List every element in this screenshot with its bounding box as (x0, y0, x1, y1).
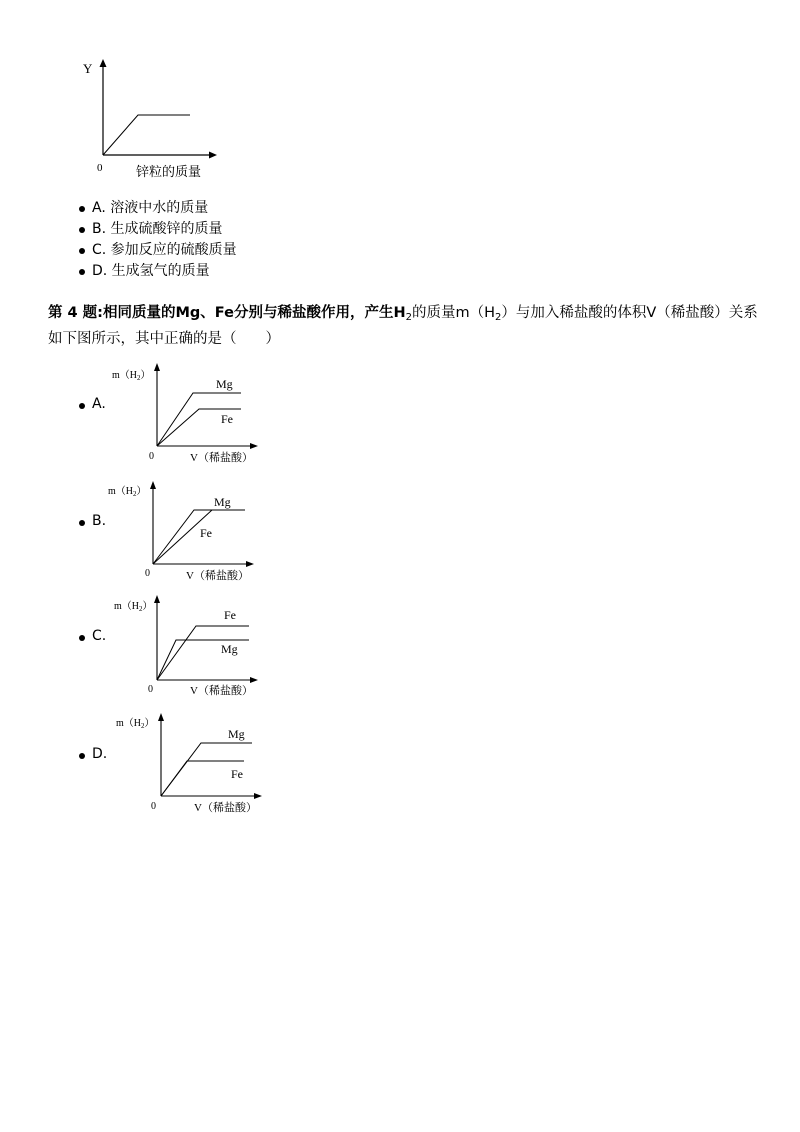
x-label: V（稀盐酸） (190, 685, 253, 697)
option-d[interactable]: D. 生成氢气的质量 (92, 261, 237, 282)
mg-label: Mg (216, 377, 233, 391)
bullet-icon (79, 753, 85, 759)
question-4-title: 第 4 题:相同质量的Mg、Fe分别与稀盐酸作用，产生$H_2$的质量$m(H_2)$与加入稀盐酸的体积V（稀盐酸）关系如下图所示，其中正确的是（ ） (48, 305, 758, 347)
mg-label: Mg (228, 727, 245, 741)
y-label: $m(H_2)$ (108, 486, 147, 498)
choice-a[interactable]: A. (92, 396, 106, 412)
origin-label: 0 (148, 684, 153, 695)
question-number: 第 4 题: (48, 305, 103, 321)
option-b[interactable]: B. 生成硫酸锌的质量 (92, 219, 237, 240)
y-axis-arrow (158, 713, 164, 721)
graph-a (108, 360, 268, 468)
zinc-figure (80, 55, 230, 185)
mg-label: Mg (221, 642, 238, 656)
origin-label: 0 (151, 801, 156, 812)
bullet-icon (79, 520, 85, 526)
bullet-icon (79, 206, 85, 212)
y-axis-arrow (154, 595, 160, 603)
mg-label: Mg (214, 495, 231, 509)
choice-d[interactable]: D. (92, 746, 107, 762)
origin-label: 0 (149, 451, 154, 462)
graph-b (104, 478, 264, 586)
bullet-icon (79, 635, 85, 641)
fe-label: Fe (224, 608, 236, 622)
choice-c[interactable]: C. (92, 628, 106, 644)
graph-d (112, 710, 272, 818)
zinc-curve (103, 115, 190, 155)
option-c[interactable]: C. 参加反应的硫酸质量 (92, 240, 237, 261)
x-label: V（稀盐酸） (194, 802, 257, 814)
x-axis-arrow (250, 443, 258, 449)
option-a[interactable]: A. 溶液中水的质量 (92, 198, 237, 219)
origin-label: 0 (97, 162, 103, 174)
x-label: V（稀盐酸） (190, 452, 253, 464)
graph-c (108, 592, 268, 700)
y-axis-arrow (150, 481, 156, 489)
y-label: $m(H_2)$ (116, 718, 155, 730)
y-axis-arrow (100, 59, 107, 67)
y-axis-arrow (154, 363, 160, 371)
mg-line (153, 510, 245, 564)
prev-options-list (92, 198, 237, 282)
bullet-icon (79, 248, 85, 254)
y-label: $m(H_2)$ (112, 370, 151, 382)
choice-b[interactable]: B. (92, 513, 106, 529)
x-label: 锌粒的质量 (136, 165, 202, 180)
fe-label: Fe (221, 412, 233, 426)
x-axis-arrow (254, 793, 262, 799)
bullet-icon (79, 269, 85, 275)
x-label: V（稀盐酸） (186, 570, 249, 582)
y-label: $m(H_2)$ (114, 601, 153, 613)
bullet-icon (79, 403, 85, 409)
y-label: Y (83, 61, 93, 76)
fe-label: Fe (231, 767, 243, 781)
x-axis-arrow (250, 677, 258, 683)
bullet-icon (79, 227, 85, 233)
x-axis-arrow (209, 152, 217, 159)
fe-label: Fe (200, 526, 212, 540)
question-bold-text: 相同质量的Mg、Fe分别与稀盐酸作用，产生H (102, 305, 406, 321)
x-axis-arrow (246, 561, 254, 567)
origin-label: 0 (145, 568, 150, 579)
